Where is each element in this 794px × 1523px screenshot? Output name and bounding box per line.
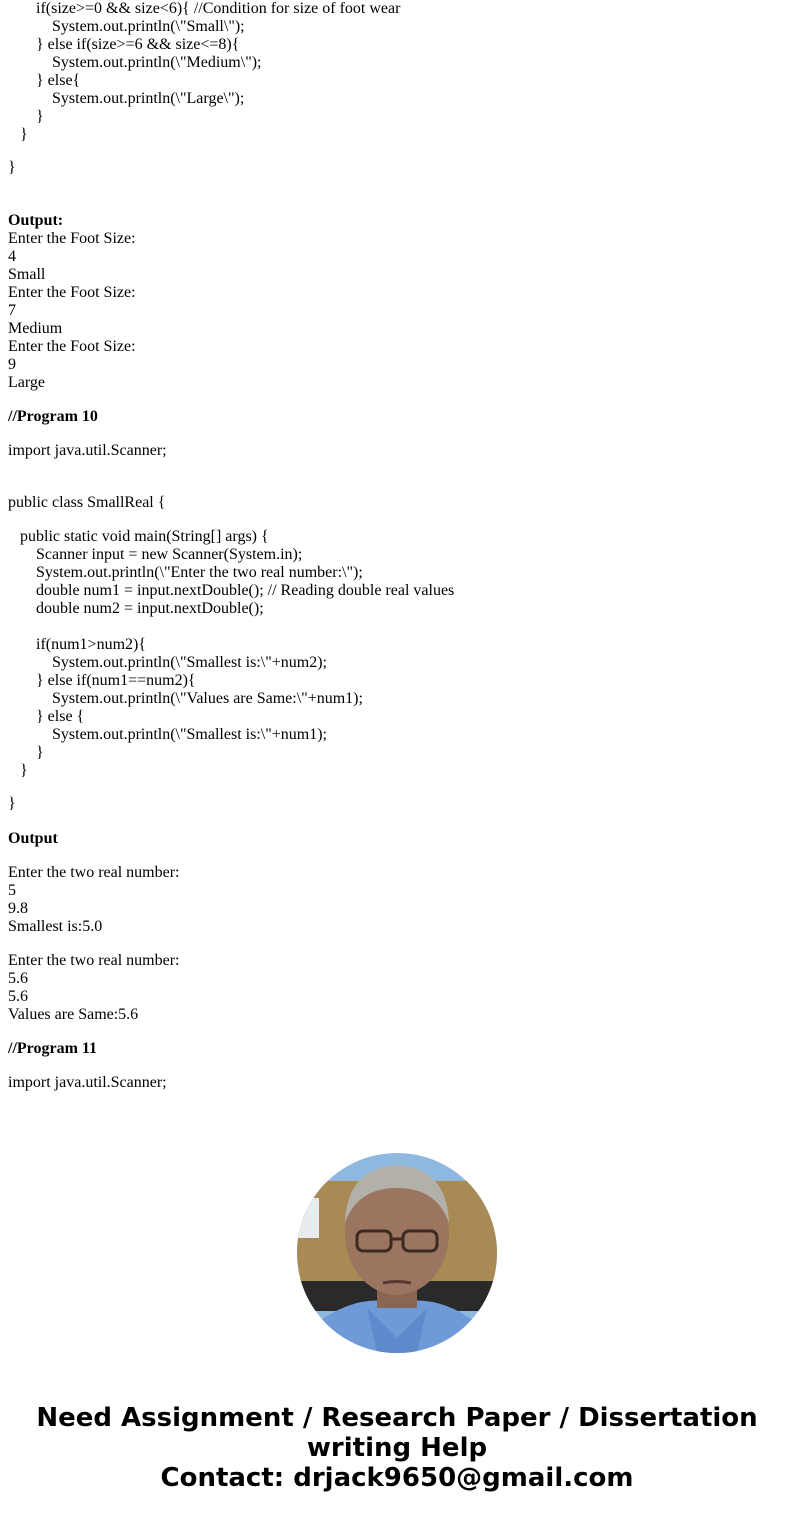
program-11-heading: [8, 1040, 97, 1058]
output-foot-size: [8, 212, 136, 392]
text-line: }: [8, 795, 16, 812]
text-line: Small: [8, 266, 46, 283]
text-line: System.out.println(\"Values are Same:\"+num1);: [8, 690, 363, 707]
contact-banner: [0, 1403, 794, 1493]
text-line: 5.6: [8, 988, 28, 1005]
text-line: }: [8, 744, 44, 761]
text-line: Enter the Foot Size:: [8, 230, 136, 247]
text-line: } else {: [8, 708, 85, 725]
text-line: }: [8, 159, 16, 176]
text-line: Enter the Foot Size:: [8, 338, 136, 355]
code-closing-brace: [8, 795, 16, 813]
text-line: } else if(size>=6 && size<=8){: [8, 36, 240, 53]
output-run-2: [8, 952, 180, 1024]
output-run-1: [8, 864, 180, 936]
program-10-heading: [8, 408, 98, 426]
text-line: System.out.println(\"Medium\");: [8, 54, 262, 71]
text-line: } else if(num1==num2){: [8, 672, 196, 689]
text-line: double num1 = input.nextDouble(); // Reading double real values: [8, 582, 455, 599]
code-snippet-foot-size: [8, 0, 400, 144]
text-line: double num2 = input.nextDouble();: [8, 600, 264, 617]
text-line: System.out.println(\"Enter the two real number:\");: [8, 564, 363, 581]
text-line: Enter the two real number:: [8, 864, 180, 881]
author-photo: [297, 1153, 497, 1353]
text-line: [8, 618, 454, 636]
text-line: System.out.println(\"Smallest is:\"+num2);: [8, 654, 327, 671]
output-heading: [8, 830, 58, 848]
text-line: }: [8, 762, 28, 779]
text-line: Values are Same:5.6: [8, 1006, 139, 1023]
text-line: //Program 10: [8, 408, 98, 425]
text-line: System.out.println(\"Large\");: [8, 90, 245, 107]
text-line: Large: [8, 374, 46, 391]
text-line: Enter the two real number:: [8, 952, 180, 969]
text-line: import java.util.Scanner;: [8, 1074, 167, 1091]
text-line: 4: [8, 248, 16, 265]
text-line: Enter the Foot Size:: [8, 284, 136, 301]
text-line: Output:: [8, 212, 64, 229]
footer-line-1: Need Assignment / Research Paper / Dissertation: [36, 1403, 758, 1433]
text-line: 7: [8, 302, 16, 319]
text-line: import java.util.Scanner;: [8, 442, 167, 459]
text-line: }: [8, 126, 28, 143]
text-line: } else{: [8, 72, 81, 89]
footer-contact-email: Contact: drjack9650@gmail.com: [160, 1463, 634, 1493]
text-line: 5: [8, 882, 16, 899]
text-line: System.out.println(\"Smallest is:\"+num1);: [8, 726, 327, 743]
text-line: Output: [8, 830, 58, 847]
import-statement: [8, 442, 167, 460]
text-line: public static void main(String[] args) {: [8, 528, 269, 545]
text-line: if(num1>num2){: [8, 636, 147, 653]
text-line: Scanner input = new Scanner(System.in);: [8, 546, 303, 563]
text-line: 5.6: [8, 970, 28, 987]
text-line: }: [8, 108, 44, 125]
text-line: 9: [8, 356, 16, 373]
text-line: System.out.println(\"Small\");: [8, 18, 245, 35]
text-line: if(size>=0 && size<6){ //Condition for size of foot wear: [8, 0, 401, 17]
footer-line-2: writing Help: [306, 1433, 488, 1463]
code-closing-brace: [8, 159, 16, 177]
class-declaration: [8, 494, 165, 512]
text-line: Smallest is:5.0: [8, 918, 103, 935]
text-line: Medium: [8, 320, 63, 337]
code-main-method: [8, 528, 454, 780]
text-line: public class SmallReal {: [8, 494, 166, 511]
import-statement: [8, 1074, 167, 1092]
text-line: 9.8: [8, 900, 28, 917]
text-line: //Program 11: [8, 1040, 98, 1057]
